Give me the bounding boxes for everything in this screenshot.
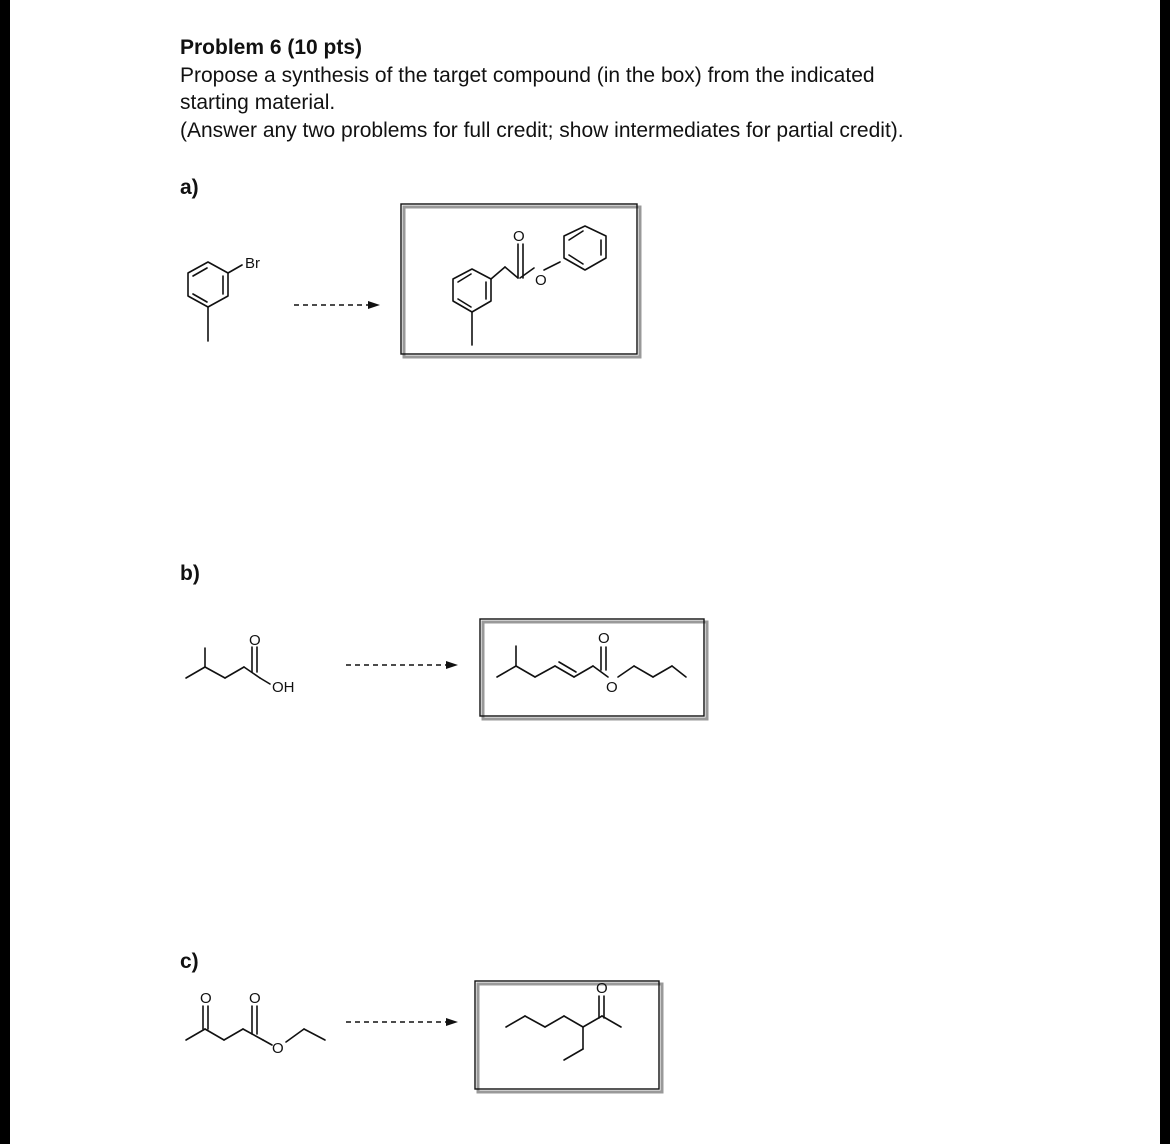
bromine-atom-label: Br xyxy=(245,255,260,272)
part-a-label: a) xyxy=(180,176,199,199)
problem-title: Problem 6 (10 pts) xyxy=(180,36,363,59)
instruction-line-2: starting material. xyxy=(180,91,336,114)
carbonyl-oxygen-label: O xyxy=(513,228,525,245)
ester-carbonyl-oxygen-label: O xyxy=(249,990,261,1007)
ester-oxygen-label: O xyxy=(535,272,547,289)
instruction-line-3: (Answer any two problems for full credit; show intermediates for partial credit). xyxy=(180,119,904,142)
ester-oxygen-label: O xyxy=(606,679,618,696)
part-b-label: b) xyxy=(180,562,200,585)
ester-oxygen-label: O xyxy=(272,1040,284,1057)
carbonyl-oxygen-label: O xyxy=(598,630,610,647)
part-c-label: c) xyxy=(180,950,199,973)
instruction-line-1: Propose a synthesis of the target compound (in the box) from the indicated xyxy=(180,64,875,87)
hydroxyl-label: OH xyxy=(272,679,295,696)
part-c-target-compound xyxy=(10,0,690,1110)
acid-carbonyl-oxygen-label: O xyxy=(249,632,261,649)
ketone-oxygen-label: O xyxy=(596,980,608,997)
document-page xyxy=(10,0,1160,1144)
ketone-oxygen-label: O xyxy=(200,990,212,1007)
